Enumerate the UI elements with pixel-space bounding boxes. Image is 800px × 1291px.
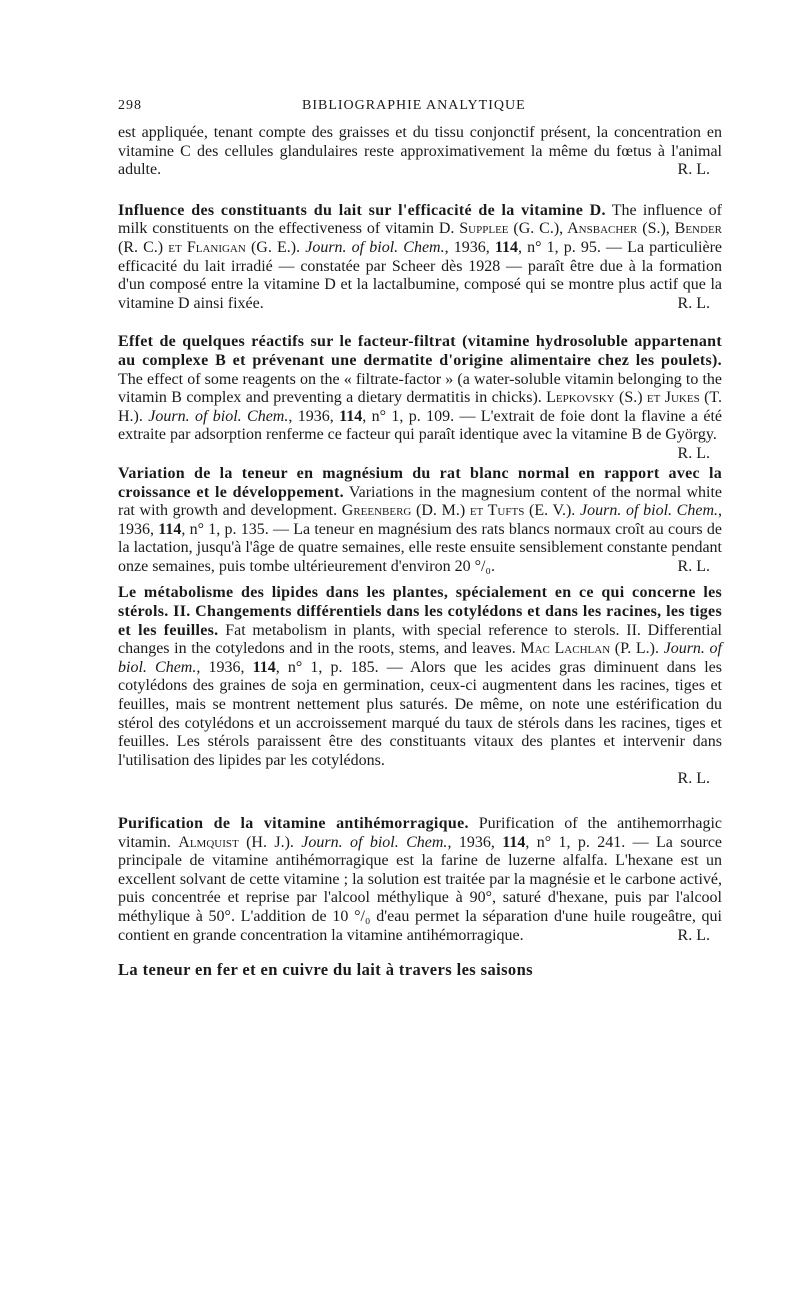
volume-number: 114 bbox=[494, 238, 518, 256]
entry-abstract: — La source principale de vitamine antihémorragique est la farine de luzerne alfalfa. L'hexane est un excellent solvant de cette vitamine ; la solution est traitée par la magnésie et le carbone activé, puis concentrée et reprise par l'alcool méthylique à 90°, saturé d'hexane, puis par l'alcool méthylique à 50°. L'addition de 10 °/₀ d'eau permet la séparation d'une huile rougeâtre, qui contient en grande concentration la vitamine antihémorragique. bbox=[118, 833, 723, 944]
volume-number: 114 bbox=[339, 407, 363, 425]
journal-name: Journ. of biol. Chem. bbox=[305, 238, 445, 256]
signature: R. L. bbox=[677, 926, 710, 944]
signature: R. L. bbox=[677, 444, 710, 462]
entry-authors: Supplee (G. C.), Ansbacher (S.), Bender (R. C.) et Flanigan (G. E.). bbox=[118, 220, 722, 256]
reference-year: , 1936, bbox=[288, 407, 340, 425]
volume-number: 114 bbox=[158, 520, 182, 538]
running-header bbox=[118, 98, 722, 124]
entry-translation: The influence of milk constituents on the effectiveness of vitamin D. bbox=[118, 201, 723, 238]
signature: R. L. bbox=[677, 557, 710, 575]
entry-text: est appliquée, tenant compte des graisses et du tissu conjonctif présent, la concentration en vitamine C des cellules glandulaires reste approximativement la même du fœtus à l'animal adulte. bbox=[118, 124, 722, 179]
entry-abstract: — La teneur en magnésium des rats blancs normaux croît au cours de la lactation, jusqu'à l'âge de quatre semaines, elle reste ensuite sensiblement constante pendant onze semaines, puis tombe ultérieurement d'environ 20 °/₀. bbox=[118, 520, 722, 575]
document-page bbox=[118, 98, 722, 980]
journal-name: Journ. of biol. Chem. bbox=[580, 502, 719, 520]
reference-year: , 1936, bbox=[447, 833, 503, 851]
entry-heading: Variation de la teneur en magnésium du rat blanc normal en rapport avec la croissance et le développement. bbox=[118, 464, 722, 501]
entry-authors: Greenberg (D. M.) et Tufts (E. V.). bbox=[341, 502, 576, 520]
reference-year: , 1936, bbox=[196, 658, 253, 676]
journal-name: Journ. of biol. Chem. bbox=[148, 407, 289, 425]
entry-authors: Almquist (H. J.). bbox=[178, 833, 294, 851]
reference-issue: , n° 1, p. 241. bbox=[525, 833, 626, 851]
volume-number: 114 bbox=[502, 833, 526, 851]
entry-abstract: — L'extrait de foie dont la flavine a été extraite par adsorption renferme ce facteur qui paraît identique avec la vitamine B de György. bbox=[118, 407, 723, 444]
entry-heading: La teneur en fer et en cuivre du lait à travers les saisons bbox=[118, 960, 533, 980]
reference-issue: , n° 1, p. 95. bbox=[518, 238, 601, 256]
entry-heading: Purification de la vitamine antihémorragique. bbox=[118, 815, 469, 832]
entry-translation: Fat metabolism in plants, with special reference to sterols. II. Differential changes in the cotyledons and in the roots, stems, and leaves. bbox=[118, 621, 722, 658]
entry-heading: Influence des constituants du lait sur l'efficacité de la vitamine D. bbox=[118, 201, 606, 219]
signature: R. L. bbox=[677, 770, 710, 788]
bibliography-entry bbox=[118, 465, 722, 577]
signature: R. L. bbox=[677, 294, 710, 312]
entry-translation: The effect of some reagents on the « filtrate-factor » (a water-soluble vitamin belonging to the vitamin B complex and preventing a dietary dermatitis in chicks). bbox=[118, 370, 722, 407]
entry-abstract: — Alors que les acides gras diminuent dans les cotylédons des graines de soja en germination, ceux-ci augmentent dans les racines, tiges et feuilles, mais se montrent nettement plus saturés. De même, on note une estérification du stérol des cotylédons et un accroissement marqué du taux de stérols dans les racines, tiges et feuilles. Les stérols paraissent être des constituants vitaux des plantes et intervenir dans l'utilisation des lipides par les cotylédons. bbox=[118, 658, 723, 769]
reference-issue: , n° 1, p. 135. bbox=[181, 520, 269, 538]
journal-name: Journ. of biol. Chem. bbox=[118, 640, 722, 676]
entry-heading: Effet de quelques réactifs sur le facteur-filtrat (vitamine hydrosoluble appartenant au complexe B et prévenant une dermatite d'origine alimentaire chez les poulets). bbox=[118, 333, 722, 369]
entry-authors: Mac Lachlan (P. L.). bbox=[520, 640, 659, 658]
bibliography-entry bbox=[118, 333, 723, 462]
reference-issue: , n° 1, p. 109. bbox=[362, 407, 455, 425]
running-title: BIBLIOGRAPHIE ANALYTIQUE bbox=[302, 98, 526, 113]
entry-authors: Lepkovsky (S.) et Jukes (T. H.). bbox=[118, 389, 722, 425]
entry-heading: Le métabolisme des lipides dans les plantes, spécialement en ce qui concerne les stérols. II. Changements différentiels dans les cotylédons et dans les racines, les tiges et les feuilles. bbox=[118, 584, 722, 639]
bibliography-entry bbox=[118, 584, 722, 789]
volume-number: 114 bbox=[252, 658, 276, 676]
entry-abstract: — La particulière efficacité du lait irradié — constatée par Scheer dès 1928 — paraît être due à la formation d'un composé entre la vitamine D et la lactalbumine, composé qui se montre plus actif que la vitamine D ainsi fixée. bbox=[118, 238, 723, 312]
entry-continuation bbox=[118, 124, 722, 180]
reference-issue: , n° 1, p. 185. bbox=[275, 658, 379, 676]
entry-translation: Purification of the antihemorrhagic vitamin. bbox=[118, 815, 722, 851]
journal-name: Journ. of biol. Chem. bbox=[301, 833, 448, 851]
entry-translation: Variations in the magnesium content of the normal white rat with growth and development. bbox=[118, 483, 722, 520]
reference-year: , 1936, bbox=[444, 238, 495, 256]
page-number: 298 bbox=[118, 98, 142, 113]
bibliography-entry bbox=[118, 202, 722, 314]
signature: R. L. bbox=[677, 161, 710, 179]
bibliography-entry bbox=[118, 815, 722, 945]
reference-year: , 1936, bbox=[118, 502, 723, 538]
